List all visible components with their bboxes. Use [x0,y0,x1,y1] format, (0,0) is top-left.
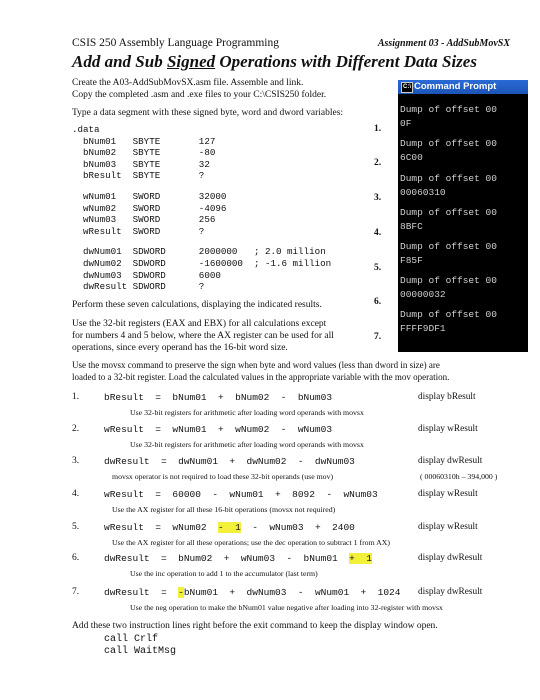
calc-hint: movsx operator is not required to load these 32-bit operands (use mov) [112,472,334,481]
calc-number: 7. [72,587,80,597]
data-line [72,237,331,246]
intro-line-1: Create the A03-AddSubMovSX.asm file. Assemble and link. [72,78,304,88]
calc-expression [104,522,355,533]
calc-expression: wResult = wNum01 + wNum02 - wNum03 [104,424,333,435]
console-line: Dump of offset 00 [400,275,497,286]
display-target: display wResult [418,522,478,532]
console-line: Dump of offset 00 [400,138,497,149]
data-line: wNum02 SWORD -4096 [72,202,227,214]
calc-expression: dwResult = dwNum01 + dwNum02 - dwNum03 [104,456,355,467]
data-line: dwNum03 SDWORD 6000 [72,269,221,281]
calc-hint: Use the inc operation to add 1 to the accumulator (last term) [130,569,318,578]
movsx-note-1: Use the movsx command to preserve the sign when byte and word values (less than dword in size) are [72,360,440,370]
console-result-label: 4. [374,228,382,238]
intro-line-3: Type a data segment with these signed byte, word and dword variables: [72,108,344,118]
calc-hint: Use 32-bit registers for arithmetic after loading word operands with movsx [130,408,364,417]
display-target: display wResult [418,489,478,499]
console-result-label: 7. [374,332,382,342]
console-titlebar [398,80,528,94]
expr-part: bNum01 + dwNum03 - wNum01 + 1024 [183,587,401,598]
expr-highlight: - [178,587,184,598]
calc-number: 5. [72,522,80,532]
data-line: dwNum02 SDWORD -1600000 ; -1.6 million [72,257,332,269]
data-line: dwResult SDWORD ? [72,281,205,293]
console-line: 0F [400,118,412,129]
calc-extra: ( 00060310h – 394,000 ) [420,472,498,481]
calc-expression: wResult = 60000 - wNum01 + 8092 - wNum03 [104,489,378,500]
calc-hint: Use the AX register for all these operations; use the dec operation to subtract 1 from AX) [112,538,391,547]
console-line: 00000032 [400,289,446,300]
console-result-label: 2. [374,158,382,168]
data-line: wNum03 SWORD 256 [72,214,216,226]
calc-number: 1. [72,392,80,402]
data-line: bResult SBYTE ? [72,170,205,182]
footer-instruction: Add these two instruction lines right before the exit command to keep the display window open. [72,621,438,631]
data-segment [72,124,331,293]
console-line: F85F [400,255,423,266]
console-line: Dump of offset 00 [400,241,497,252]
console-result-label: 5. [374,263,382,273]
data-line: bNum03 SBYTE 32 [72,158,210,170]
expr-part: wResult = wNum02 [104,522,219,533]
data-line: wResult SWORD ? [72,225,205,237]
expr-highlight: - 1 [218,522,241,533]
course-header: CSIS 250 Assembly Language Programming [72,37,279,49]
calc-number: 6. [72,553,80,563]
console-line: Dump of offset 00 [400,207,497,218]
display-target: display dwResult [418,553,483,563]
expr-part: - wNum03 + 2400 [240,522,355,533]
data-line [72,182,331,191]
register-note-3: operations, since every operand has the 16-bit word size. [72,343,288,353]
instructions-line: Perform these seven calculations, displaying the indicated results. [72,300,322,310]
calc-hint: Use 32-bit registers for arithmetic after loading word operands with movsx [130,440,364,449]
intro-line-2: Copy the completed .asm and .exe files to your C:\CSIS250 folder. [72,90,327,100]
console-line: 8BFC [400,221,423,232]
calc-number: 4. [72,489,80,499]
console-title-text: Command Prompt [414,81,497,92]
console-line: Dump of offset 00 [400,309,497,320]
console-line: 00060310 [400,187,446,198]
display-target: display bResult [418,392,476,402]
calc-expression: bResult = bNum01 + bNum02 - bNum03 [104,392,333,403]
data-line: wNum01 SWORD 32000 [72,190,227,202]
register-note-1: Use the 32-bit registers (EAX and EBX) for all calculations except [72,319,327,329]
calc-number: 2. [72,424,80,434]
console-line: FFFF9DF1 [400,323,446,334]
calc-expression [104,553,372,564]
calc-number: 3. [72,456,80,466]
expr-highlight: + 1 [349,553,372,564]
movsx-note-2: loaded to a 32-bit register. Load the calculated values in the appropriate variable with the mov operation. [72,372,450,382]
console-result-label: 1. [374,124,382,134]
code-call-crlf: call Crlf [104,634,159,645]
data-line: bNum01 SBYTE 127 [72,135,216,147]
display-target: display dwResult [418,456,483,466]
register-note-2: for numbers 4 and 5 below, where the AX register can be used for all [72,331,334,341]
display-target: display dwResult [418,587,483,597]
console-result-label: 3. [374,193,382,203]
code-call-waitmsg: call WaitMsg [104,646,177,657]
expr-part: dwResult = [104,587,179,598]
data-line: bNum02 SBYTE -80 [72,147,216,159]
console-line: Dump of offset 00 [400,104,497,115]
calc-hint: Use the neg operation to make the bNum01 value negative after loading into 32-register with movsx [130,603,443,612]
console-result-label: 6. [374,297,382,307]
cmd-icon: C:\ [401,82,413,93]
console-line: 6C00 [400,152,423,163]
page-title: Add and Sub Signed Operations with Different Data Sizes [72,52,477,71]
calc-hint: Use the AX register for all these 16-bit operations (movsx not required) [112,505,336,514]
assignment-header: Assignment 03 - AddSubMovSX [377,38,510,49]
command-prompt-window [398,80,528,352]
data-line: .data [72,124,100,135]
expr-part: dwResult = bNum02 + wNum03 - bNum01 [104,553,350,564]
data-line: dwNum01 SDWORD 2000000 ; 2.0 million [72,246,326,258]
calc-expression [104,587,400,598]
display-target: display wResult [418,424,478,434]
console-line: Dump of offset 00 [400,173,497,184]
